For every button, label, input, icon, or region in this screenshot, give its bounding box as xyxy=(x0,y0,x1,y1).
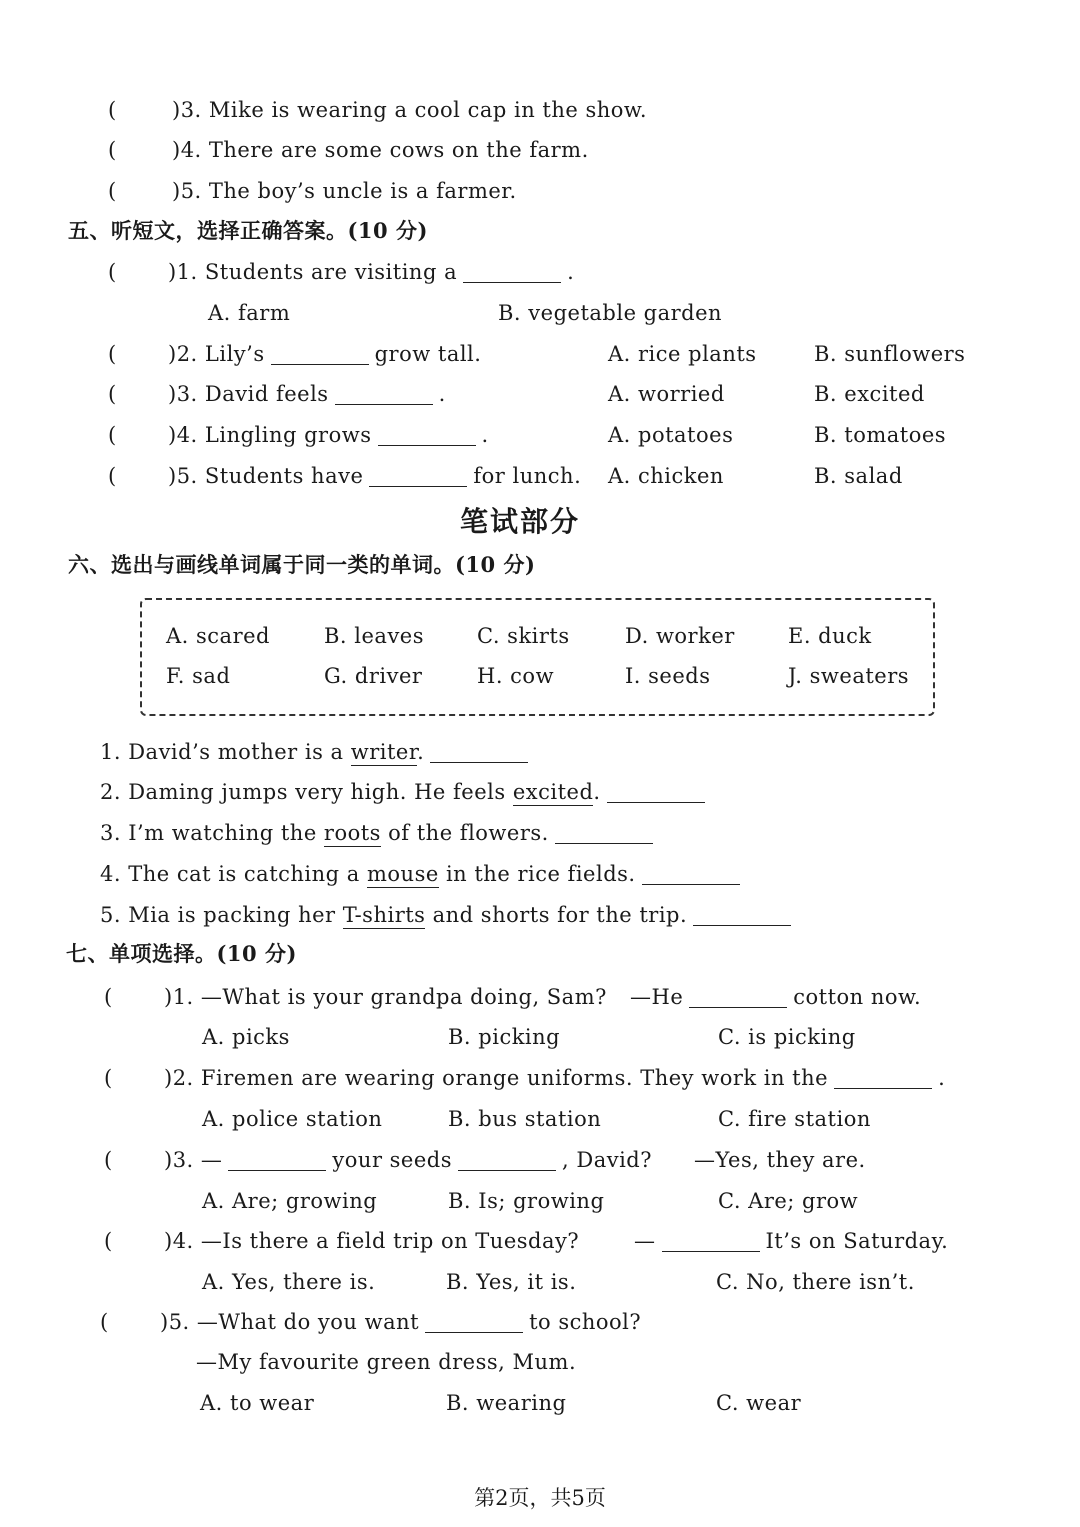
answer-blank[interactable] xyxy=(642,862,740,885)
answer-paren[interactable]: ( xyxy=(108,98,117,122)
word-f: F. sad xyxy=(166,664,231,688)
option-a[interactable]: A. to wear xyxy=(200,1391,315,1415)
answer-paren[interactable]: ( xyxy=(108,382,117,406)
option-c[interactable]: C. No, there isn’t. xyxy=(716,1270,915,1294)
option-a[interactable]: A. potatoes xyxy=(608,423,734,447)
question-text: )3. — your seeds , David? xyxy=(164,1148,653,1172)
question-text: )1. —What is your grandpa doing, Sam? xyxy=(164,985,607,1009)
question-text: )5. Students have for lunch. xyxy=(168,464,582,488)
question-text: )5. —What do you want to school? xyxy=(160,1310,642,1334)
option-c[interactable]: C. wear xyxy=(716,1391,802,1415)
underlined-word: T-shirts xyxy=(342,903,426,927)
answer-blank[interactable] xyxy=(425,1310,523,1333)
section6-heading: 六、选出与画线单词属于同一类的单词。(10 分) xyxy=(68,552,536,577)
option-b[interactable]: B. bus station xyxy=(448,1107,602,1131)
underlined-word: roots xyxy=(323,821,381,845)
answer-paren[interactable]: ( xyxy=(104,1148,113,1172)
option-c[interactable]: C. fire station xyxy=(718,1107,871,1131)
option-a[interactable]: A. chicken xyxy=(608,464,724,488)
answer-blank[interactable] xyxy=(662,1229,760,1252)
answer-paren[interactable]: ( xyxy=(104,1066,113,1090)
answer-blank[interactable] xyxy=(689,985,787,1008)
answer-blank[interactable] xyxy=(555,821,653,844)
question-text: )1. Students are visiting a . xyxy=(168,260,575,284)
word-bank-box xyxy=(140,598,935,716)
answer-blank[interactable] xyxy=(693,903,791,926)
answer-paren[interactable]: ( xyxy=(108,423,117,447)
answer-blank[interactable] xyxy=(335,382,433,405)
option-a[interactable]: A. farm xyxy=(208,301,291,325)
answer-paren[interactable]: ( xyxy=(108,464,117,488)
word-j: J. sweaters xyxy=(788,664,910,688)
answer-blank[interactable] xyxy=(458,1148,556,1171)
word-b: B. leaves xyxy=(324,624,425,648)
answer-paren[interactable]: ( xyxy=(108,260,117,284)
option-b[interactable]: B. vegetable garden xyxy=(498,301,723,325)
question-text: )5. The boy’s uncle is a farmer. xyxy=(172,179,517,203)
option-a[interactable]: A. rice plants xyxy=(608,342,757,366)
question-text: )2. Firemen are wearing orange uniforms. They work in the . xyxy=(164,1066,946,1090)
question-text: )4. Lingling grows . xyxy=(168,423,489,447)
word-g: G. driver xyxy=(324,664,423,688)
answer-blank[interactable] xyxy=(369,464,467,487)
word-a: A. scared xyxy=(166,624,270,648)
option-a[interactable]: A. picks xyxy=(202,1025,290,1049)
word-i: I. seeds xyxy=(625,664,711,688)
section7-heading: 七、单项选择。(10 分) xyxy=(66,941,297,966)
s7-item-5-reply: —My favourite green dress, Mum. xyxy=(196,1350,577,1374)
option-a[interactable]: A. police station xyxy=(202,1107,383,1131)
s6-item-4: 4. The cat is catching a mouse in the rice fields. xyxy=(100,854,746,894)
option-a[interactable]: A. worried xyxy=(608,382,725,406)
reply-text: —He cotton now. xyxy=(630,985,922,1009)
option-b[interactable]: B. tomatoes xyxy=(814,423,947,447)
word-h: H. cow xyxy=(477,664,555,688)
answer-blank[interactable] xyxy=(271,342,369,365)
page-number-footer: 第2页，共5页 xyxy=(474,1486,606,1510)
option-a[interactable]: A. Yes, there is. xyxy=(202,1270,376,1294)
answer-blank[interactable] xyxy=(430,740,528,763)
option-c[interactable]: C. Are; grow xyxy=(718,1189,859,1213)
reply-text: — It’s on Saturday. xyxy=(634,1229,949,1253)
option-a[interactable]: A. Are; growing xyxy=(202,1189,378,1213)
option-b[interactable]: B. Yes, it is. xyxy=(446,1270,577,1294)
answer-blank[interactable] xyxy=(463,260,561,283)
answer-paren[interactable]: ( xyxy=(104,985,113,1009)
option-b[interactable]: B. Is; growing xyxy=(448,1189,605,1213)
s6-item-3: 3. I’m watching the roots of the flowers. xyxy=(100,813,659,853)
word-e: E. duck xyxy=(788,624,872,648)
word-d: D. worker xyxy=(625,624,735,648)
question-text: )4. There are some cows on the farm. xyxy=(172,138,589,162)
option-b[interactable]: B. excited xyxy=(814,382,925,406)
word-c: C. skirts xyxy=(477,624,570,648)
question-text: )2. Lily’s grow tall. xyxy=(168,342,482,366)
answer-paren[interactable]: ( xyxy=(108,138,117,162)
section5-heading: 五、听短文，选择正确答案。(10 分) xyxy=(68,218,428,243)
answer-blank[interactable] xyxy=(607,780,705,803)
option-c[interactable]: C. is picking xyxy=(718,1025,856,1049)
reply-text: —Yes, they are. xyxy=(694,1148,866,1172)
answer-blank[interactable] xyxy=(378,423,476,446)
answer-paren[interactable]: ( xyxy=(100,1310,109,1334)
answer-paren[interactable]: ( xyxy=(108,342,117,366)
option-b[interactable]: B. salad xyxy=(814,464,903,488)
written-part-title: 笔试部分 xyxy=(459,505,580,538)
answer-blank[interactable] xyxy=(834,1066,932,1089)
question-text: )4. —Is there a field trip on Tuesday? xyxy=(164,1229,580,1253)
underlined-word: excited xyxy=(512,780,594,804)
question-text: )3. David feels . xyxy=(168,382,446,406)
option-b[interactable]: B. picking xyxy=(448,1025,561,1049)
option-b[interactable]: B. sunflowers xyxy=(814,342,966,366)
underlined-word: writer xyxy=(350,740,418,764)
s6-item-5: 5. Mia is packing her T-shirts and shorts for the trip. xyxy=(100,895,797,935)
s6-item-1: 1. David’s mother is a writer. xyxy=(100,732,534,772)
question-text: )3. Mike is wearing a cool cap in the show. xyxy=(172,98,648,122)
answer-blank[interactable] xyxy=(228,1148,326,1171)
underlined-word: mouse xyxy=(366,862,439,886)
answer-paren[interactable]: ( xyxy=(108,179,117,203)
answer-paren[interactable]: ( xyxy=(104,1229,113,1253)
s6-item-2: 2. Daming jumps very high. He feels excited. xyxy=(100,772,711,812)
option-b[interactable]: B. wearing xyxy=(446,1391,567,1415)
